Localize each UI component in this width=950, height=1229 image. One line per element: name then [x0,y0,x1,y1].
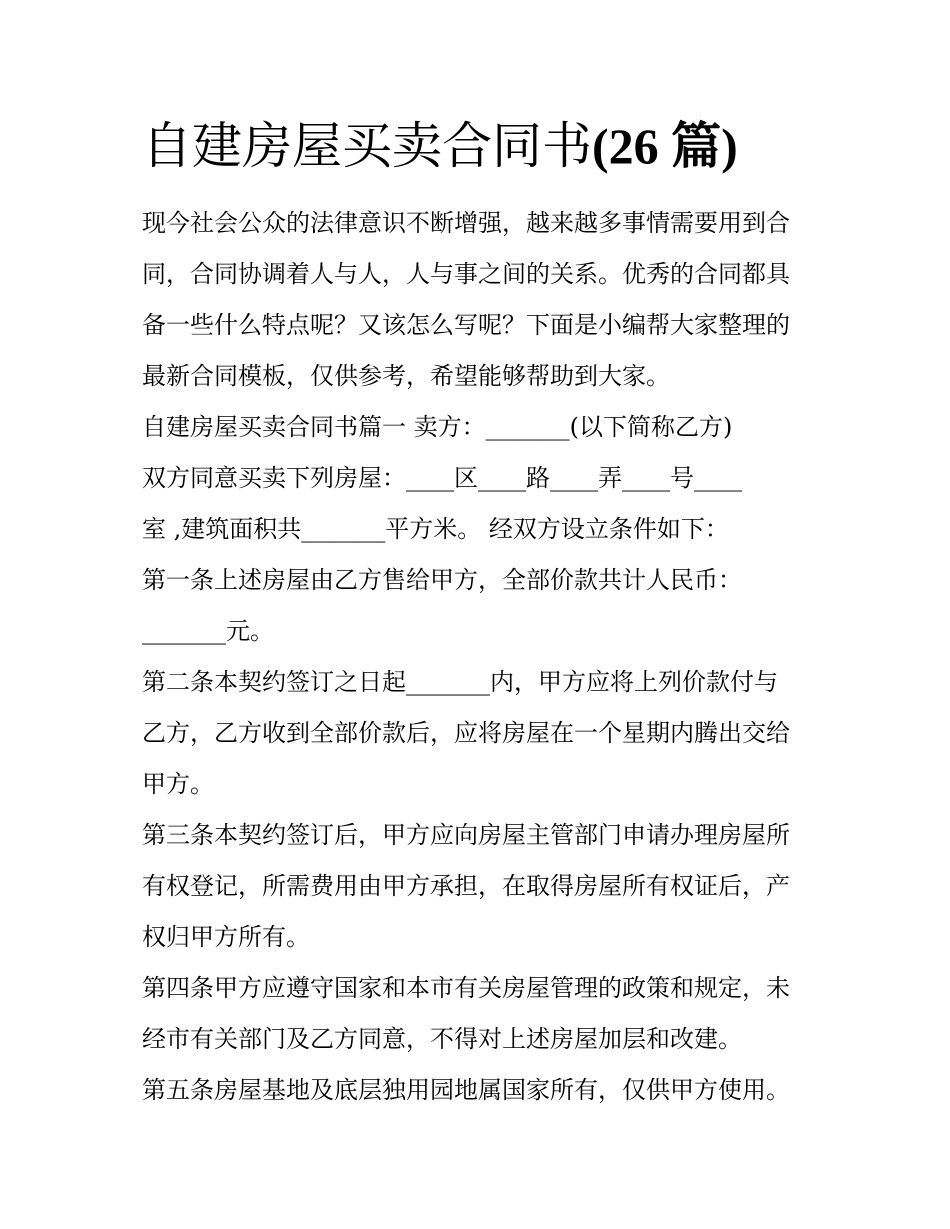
body-line: 权归甲方所有。 [142,923,310,951]
body-line: 备一些什么特点呢？又该怎么写呢？下面是小编帮大家整理的 [142,311,790,339]
body-line: 第一条上述房屋由乙方售给甲方，全部价款共计人民币： [142,566,742,594]
body-line: 现今社会公众的法律意识不断增强，越来越多事情需要用到合 [142,209,790,237]
document-title-main: 自建房屋买卖合同书 [142,117,592,175]
body-line: 甲方。 [142,770,214,798]
body-line: _______元。 [142,617,274,645]
document-title-suffix: (26 篇) [592,118,738,174]
document-title [142,112,842,180]
document-body [142,198,822,1116]
body-line: 室 ,建筑面积共_______平方米。 经双方设立条件如下： [142,515,729,543]
body-line: 同，合同协调着人与人，人与事之间的关系。优秀的合同都具 [142,260,790,288]
body-line: 第三条本契约签订后，甲方应向房屋主管部门申请办理房屋所 [142,821,790,849]
body-line: 第四条甲方应遵守国家和本市有关房屋管理的政策和规定，未 [142,974,790,1002]
body-line: 有权登记，所需费用由甲方承担，在取得房屋所有权证后，产 [142,872,790,900]
body-line: 最新合同模板，仅供参考，希望能够帮助到大家。 [142,362,670,390]
body-line: 经市有关部门及乙方同意，不得对上述房屋加层和改建。 [142,1025,742,1053]
body-line: 自建房屋买卖合同书篇一 卖方：_______(以下简称乙方) [142,413,733,441]
body-line: 第二条本契约签订之日起_______内，甲方应将上列价款付与 [142,668,778,696]
body-line: 乙方，乙方收到全部价款后，应将房屋在一个星期内腾出交给 [142,719,790,747]
body-line: 双方同意买卖下列房屋：____区____路____弄____号____ [142,464,742,492]
body-line: 第五条房屋基地及底层独用园地属国家所有，仅供甲方使用。 [142,1076,790,1104]
